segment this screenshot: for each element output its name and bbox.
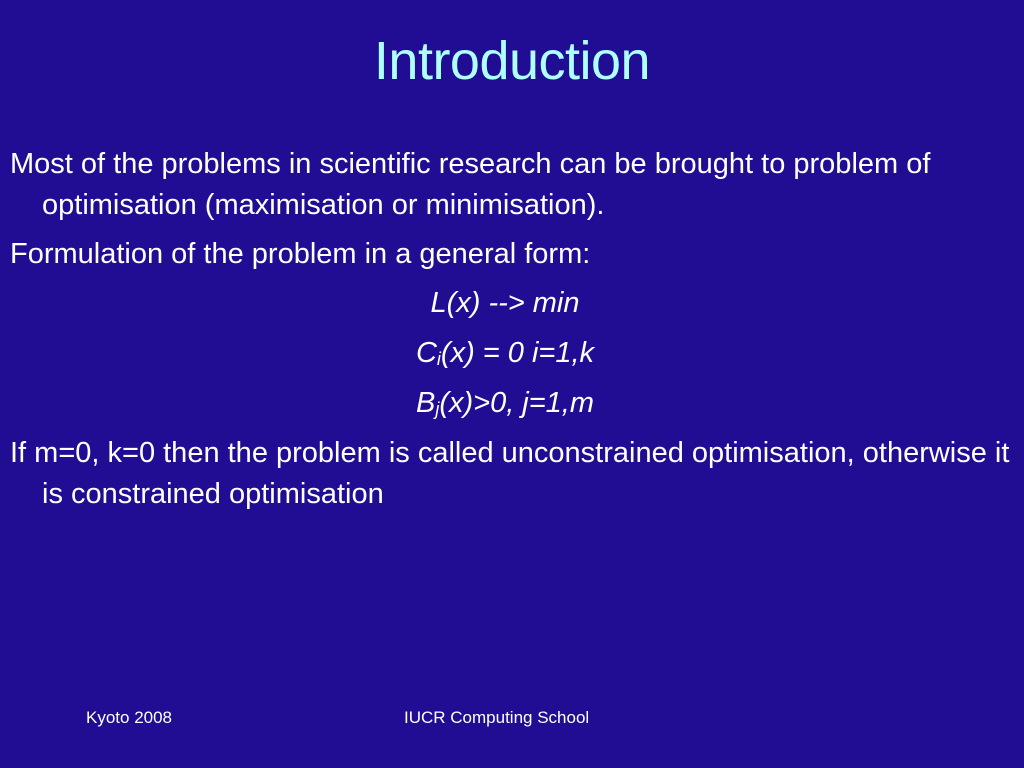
formula-inequality-rest: (x)>0, j=1,m xyxy=(439,387,595,419)
paragraph-general-form: Formulation of the problem in a general form: xyxy=(10,238,591,270)
paragraph-optimisation-intro: Most of the problems in scientific research can be brought to problem of optimisation (maximisation or minimisation). xyxy=(10,148,931,221)
paragraph-constraints-definition: If m=0, k=0 then the problem is called unconstrained optimisation, otherwise it is constrained optimisation xyxy=(10,437,1010,510)
formula-inequality-constraint xyxy=(10,383,1010,424)
footer-event: IUCR Computing School xyxy=(404,708,590,727)
formula-inequality-symbol: B xyxy=(415,387,436,419)
footer-date: Kyoto 2008 xyxy=(86,708,173,727)
formula-equality-subscript: i xyxy=(436,349,441,369)
formula-inequality-subscript: j xyxy=(435,399,440,419)
slide-title: Introduction xyxy=(373,31,651,91)
formula-equality-rest: (x) = 0 i=1,k xyxy=(440,337,595,369)
formula-equality-constraint xyxy=(10,333,1010,374)
formula-objective: L(x) --> min xyxy=(430,287,580,319)
slide-body xyxy=(10,144,1010,523)
formula-equality-symbol: C xyxy=(415,337,437,369)
